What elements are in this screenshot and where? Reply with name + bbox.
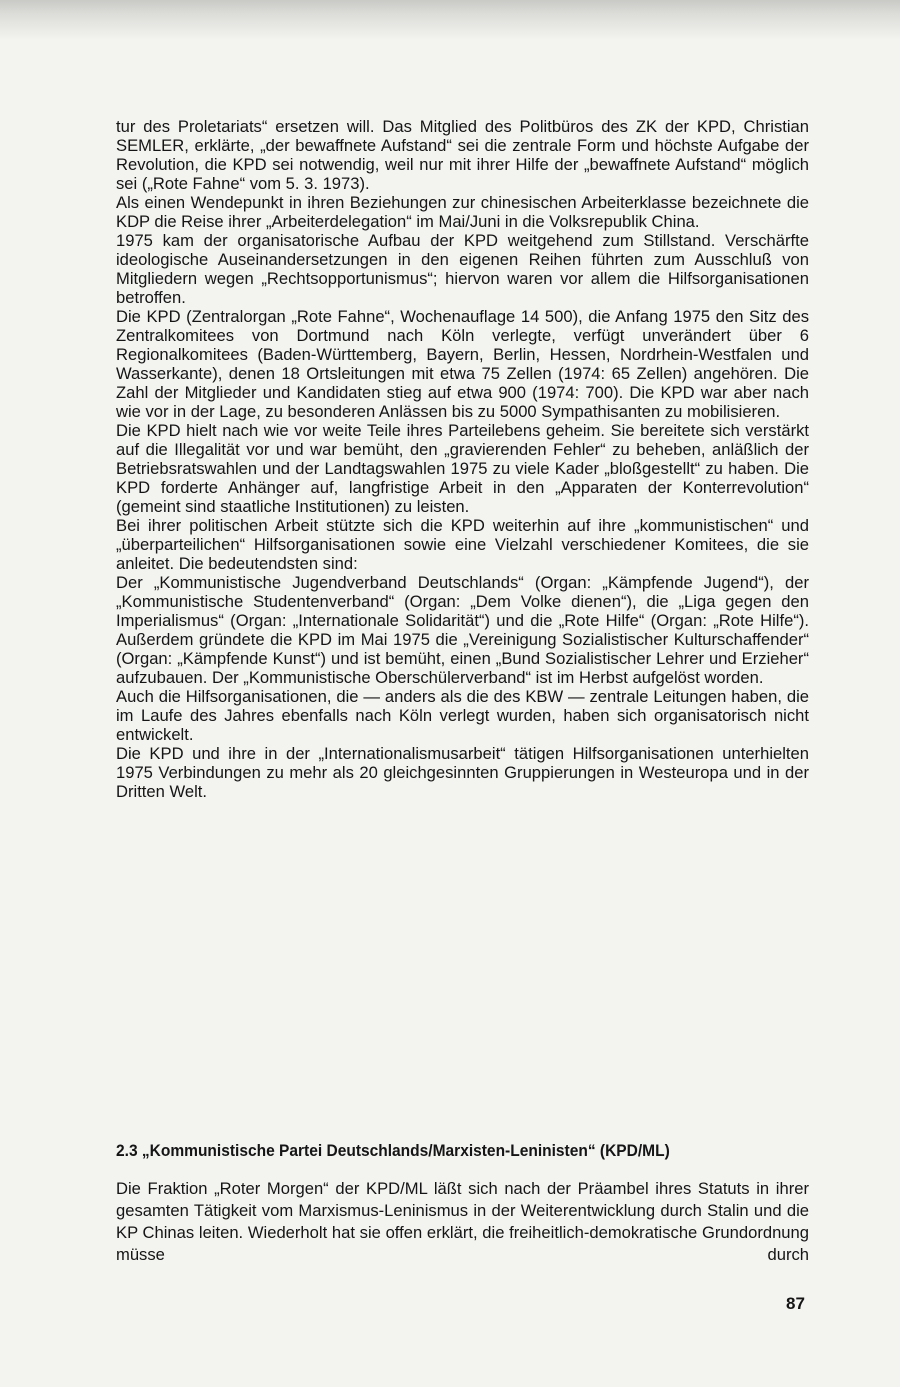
paragraph: tur des Proletariats“ ersetzen will. Das Mitglied des Politbüros des ZK der KPD, Christian SEMLER, erklärte, „der bewaffnete Aufstand“ sei die zentrale Form und höchste Aufgabe der Revolution, die KPD sei notwendig, weil nur mit ihrer Hilfe der „bewaffnete Aufstand“ möglich sei („Rote Fahne“ vom 5. 3. 1973). [116,117,809,193]
paragraph: Die KPD und ihre in der „Internationalismusarbeit“ tätigen Hilfsorganisationen unterhielten 1975 Verbindungen zu mehr als 20 gleichgesinnten Gruppierungen in Westeuropa und in der Dritten Welt. [116,744,809,801]
paragraph: Die KPD hielt nach wie vor weite Teile ihres Parteilebens geheim. Sie bereitete sich verstärkt auf die Illegalität vor und war bemüht, den „gravierenden Fehler“ zu beheben, anläßlich der Betriebsratswahlen und der Landtagswahlen 1975 zu viele Kader „bloßgestellt“ zu haben. Die KPD forderte Anhänger auf, langfristige Arbeit in den „Apparaten der Konterrevolution“ (gemeint sind staatliche Institutionen) zu leisten. [116,421,809,516]
paragraph: Die KPD (Zentralorgan „Rote Fahne“, Wochenauflage 14 500), die Anfang 1975 den Sitz des Zentralkomitees von Dortmund nach Köln verlegte, verfügt unverändert über 6 Regionalkomitees (Baden-Württemberg, Bayern, Berlin, Hessen, Nordrhein-Westfalen und Wasserkante), denen 18 Ortsleitungen mit etwa 75 Zellen (1974: 65 Zellen) angehören. Die Zahl der Mitglieder und Kandidaten stieg auf etwa 900 (1974: 700). Die KPD war aber nach wie vor in der Lage, zu besonderen Anlässen bis zu 5000 Sympathisanten zu mobilisieren. [116,307,809,421]
paragraph: Der „Kommunistische Jugendverband Deutschlands“ (Organ: „Kämpfende Jugend“), der „Kommunistische Studentenverband“ (Organ: „Dem Volke dienen“), die „Liga gegen den Imperialismus“ (Organ: „Internationale Solidarität“) und die „Rote Hilfe“ (Organ: „Rote Hilfe“). Außerdem gründete die KPD im Mai 1975 die „Vereinigung Sozialistischer Kulturschaffender“ (Organ: „Kämpfende Kunst“) und ist bemüht, einen „Bund Sozialistischer Lehrer und Erzieher“ aufzubauen. Der „Kommunistische Oberschülerverband“ ist im Herbst aufgelöst worden. [116,573,809,687]
scan-edge-shadow [0,0,900,40]
page-number: 87 [786,1294,805,1313]
section-heading: 2.3 „Kommunistische Partei Deutschlands/Marxisten-Leninisten“ (KPD/ML) [116,1141,670,1160]
paragraph: Auch die Hilfsorganisationen, die — anders als die des KBW — zentrale Leitungen haben, die im Laufe des Jahres ebenfalls nach Köln verlegt wurden, haben sich organisatorisch nicht entwickelt. [116,687,809,744]
paragraph: Bei ihrer politischen Arbeit stützte sich die KPD weiterhin auf ihre „kommunistischen“ und „überparteilichen“ Hilfsorganisationen sowie eine Vielzahl verschiedener Komitees, die sie anleitet. Die bedeutendsten sind: [116,516,809,573]
section-text: Die Fraktion „Roter Morgen“ der KPD/ML läßt sich nach der Präambel ihres Statuts in ihrer gesamten Tätigkeit vom Marxismus-Leninismus in der Weiterentwicklung durch Stalin und die KP Chinas leiten. Wiederholt hat sie offen erklärt, die freiheitlich-demokratische Grundordnung müsse durch [116,1179,809,1264]
body-text [116,117,809,801]
paragraph: 1975 kam der organisatorische Aufbau der KPD weitgehend zum Stillstand. Verschärfte ideologische Auseinandersetzungen in den eigenen Reihen führten zum Ausschluß von Mitgliedern wegen „Rechtsopportunismus“; hiervon waren vor allem die Hilfsorganisationen betroffen. [116,231,809,307]
paragraph: Als einen Wendepunkt in ihren Beziehungen zur chinesischen Arbeiterklasse bezeichnete die KDP die Reise ihrer „Arbeiterdelegation“ im Mai/Juni in die Volksrepublik China. [116,193,809,231]
